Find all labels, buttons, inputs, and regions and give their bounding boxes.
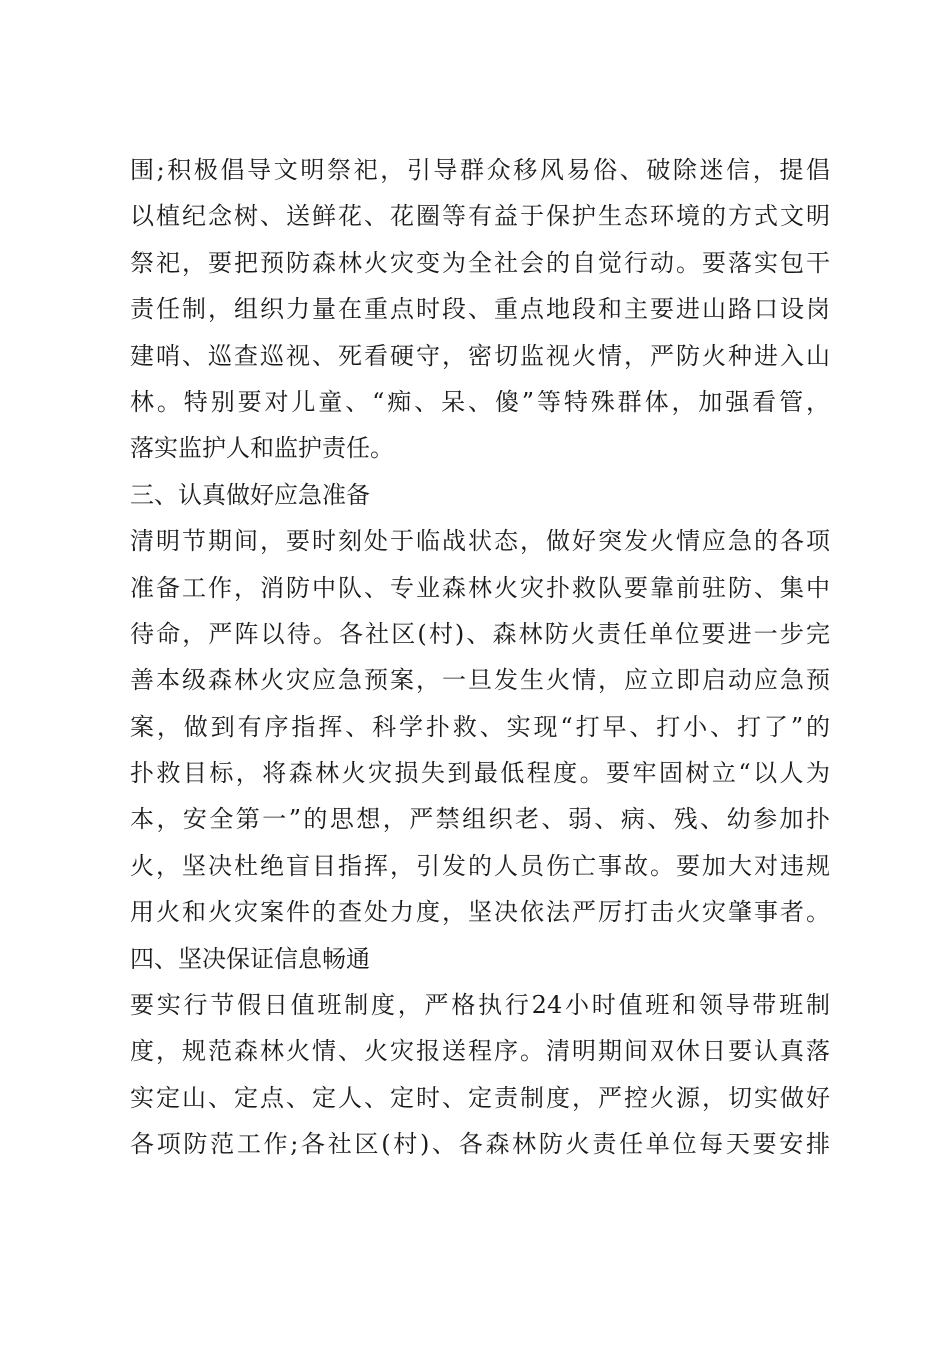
paragraph-line: 待命，严阵以待。各社区(村)、森林防火责任单位要进一步完	[130, 619, 830, 648]
paragraph-line: 实定山、定点、定人、定时、定责制度，严控火源，切实做好	[130, 1083, 830, 1112]
paragraph-line: 善本级森林火灾应急预案，一旦发生火情，应立即启动应急预	[130, 666, 830, 695]
section-heading: 四、坚决保证信息畅通	[130, 944, 370, 973]
paragraph-line: 准备工作，消防中队、专业森林火灾扑救队要靠前驻防、集中	[130, 573, 830, 602]
paragraph-line: 用火和火灾案件的查处力度，坚决依法严厉打击火灾肇事者。	[130, 898, 830, 927]
paragraph-line: 案，做到有序指挥、科学扑救、实现“打早、打小、打了”的	[130, 712, 830, 741]
paragraph-line: 火，坚决杜绝盲目指挥，引发的人员伤亡事故。要加大对违规	[130, 851, 830, 880]
paragraph-line: 林。特别要对儿童、“痴、呆、傻”等特殊群体，加强看管，	[130, 387, 830, 416]
paragraph-line: 各项防范工作;各社区(村)、各森林防火责任单位每天要安排	[130, 1130, 830, 1159]
paragraph-line: 围;积极倡导文明祭祀，引导群众移风易俗、破除迷信，提倡	[130, 156, 830, 184]
document-body	[130, 147, 830, 1168]
paragraph-line: 建哨、巡查巡视、死看硬守，密切监视火情，严防火种进入山	[130, 341, 830, 370]
paragraph-line: 度，规范森林火情、火灾报送程序。清明期间双休日要认真落	[130, 1037, 830, 1066]
paragraph-line: 以植纪念树、送鲜花、花圈等有益于保护生态环境的方式文明	[130, 202, 830, 231]
paragraph-line: 祭祀，要把预防森林火灾变为全社会的自觉行动。要落实包干	[130, 248, 830, 277]
paragraph-line: 扑救目标，将森林火灾损失到最低程度。要牢固树立“以人为	[130, 759, 830, 788]
paragraph-line: 要实行节假日值班制度，严格执行24小时值班和领导带班制	[130, 991, 830, 1020]
paragraph-line: 本，安全第一”的思想，严禁组织老、弱、病、残、幼参加扑	[130, 805, 830, 834]
paragraph-line: 落实监护人和监护责任。	[130, 434, 394, 463]
section-heading: 三、认真做好应急准备	[130, 480, 370, 509]
paragraph-line: 清明节期间，要时刻处于临战状态，做好突发火情应急的各项	[130, 527, 830, 556]
paragraph-line: 责任制，组织力量在重点时段、重点地段和主要进山路口设岗	[130, 295, 830, 324]
